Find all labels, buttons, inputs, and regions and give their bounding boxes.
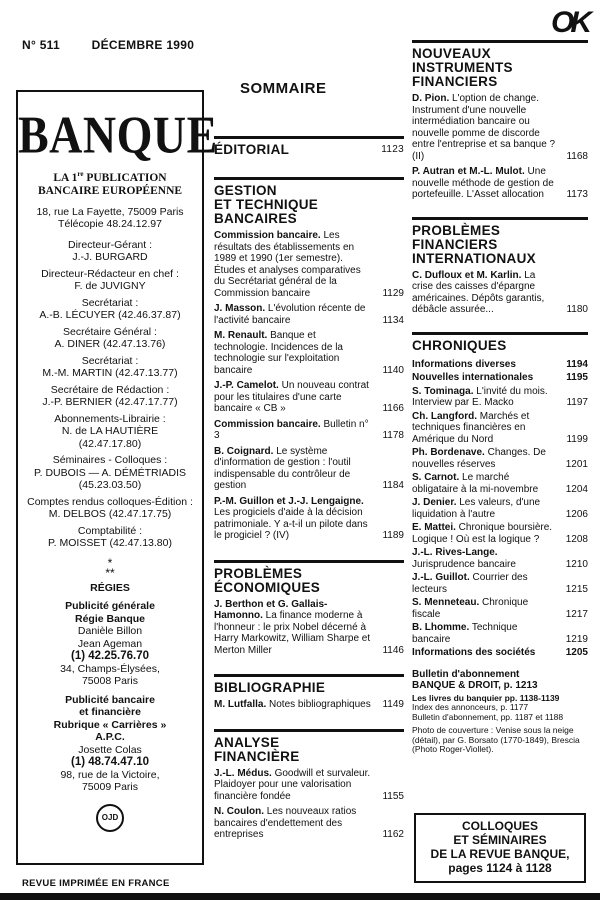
staff-phone: (45.23.03.50) [78, 479, 142, 492]
section-problemes-financiers: PROBLÈMES FINANCIERS INTERNATIONAUX [412, 217, 588, 266]
chronique-page: 1208 [565, 533, 588, 545]
chronique-title: L'invité du mois. Interview par E. Macko [412, 385, 548, 408]
entry-page: 1134 [382, 314, 404, 326]
entry-title: L'option de change. Instrument d'une nouvelle intermédiation bancaire ou nouvelle pomme de discorde entre l'entreprise et sa banque ? (II) [412, 93, 556, 162]
entry-title: La crise des caisses d'épargne américaines. Dépôts garantis, débâcle assurée... [412, 269, 545, 315]
financiers-entries [412, 270, 588, 316]
chronique-page: 1206 [565, 508, 588, 520]
regies-heading: RÉGIES [90, 581, 130, 594]
chronique-item [412, 411, 588, 446]
section-nouveaux-instruments: NOUVEAUX INSTRUMENTS FINANCIERS [412, 40, 588, 89]
chronique-author: S. Carnot. [412, 472, 460, 483]
chronique-page: 1194 [566, 358, 588, 370]
regie-contact: Danièle Billon [77, 625, 143, 638]
entry-title: Goodwill et survaleur. Plaidoyer pour une valorisation financière fondée [214, 767, 371, 802]
chronique-author: E. Mattei. [412, 522, 456, 533]
toc-entry [214, 806, 404, 841]
entry-page: 1149 [382, 699, 404, 710]
analyse-entries [214, 768, 404, 841]
regie-pub-bancaire: et financière [79, 706, 141, 719]
livres-banquier: Les livres du banquier pp. 1138-1139 [412, 692, 560, 703]
chronique-page: 1197 [566, 397, 588, 408]
chronique-page: 1217 [565, 608, 588, 620]
chronique-page: 1205 [565, 647, 588, 658]
chronique-title: Chronique fiscale [412, 597, 529, 620]
section-problemes-economiques: PROBLÈMES ÉCONOMIQUES [214, 560, 404, 595]
staff-role: Directeur-Rédacteur en chef : [41, 267, 179, 280]
bulletin-banque-droit: BANQUE & DROIT, p. 1213 [412, 680, 538, 691]
editorial-page: 1123 [381, 144, 404, 155]
regie-banque: Régie Banque [74, 612, 145, 625]
chronique-author: Ch. Langford. [412, 410, 477, 422]
chronique-page: 1204 [565, 483, 588, 495]
toc-entry [214, 699, 404, 711]
entry-author: J. Masson. [214, 303, 266, 314]
chronique-item [412, 647, 588, 659]
chronique-author: Nouvelles internationales [412, 372, 534, 383]
staff-name: A.-B. LÉCUYER (42.46.37.87) [39, 309, 181, 322]
section-gestion: GESTION ET TECHNIQUE BANCAIRES [214, 177, 404, 226]
photo-credit: Photo de couverture : Venise sous la neige (détail), par G. Borsato (1770-1849), Brescia (Photo Roger-Viollet). [412, 725, 580, 754]
chronique-item [412, 372, 588, 384]
printed-in-france: REVUE IMPRIMÉE EN FRANCE [22, 878, 170, 889]
chronique-author: J.-L. Rives-Lange. [412, 547, 498, 558]
gestion-entries [214, 230, 404, 542]
chronique-page: 1201 [565, 458, 588, 470]
entry-title: Banque et technologie. Incidences de la technologie sur l'exploitation bancaire [214, 330, 343, 376]
entry-title: Notes bibliographiques [266, 699, 371, 710]
toc-entry [214, 303, 404, 326]
bulletin-abonnement: Bulletin d'abonnement [412, 668, 520, 680]
chronique-author: B. Lhomme. [412, 622, 470, 633]
regie-address: 34, Champs-Élysées, [60, 662, 160, 675]
chronique-author: J.-L. Guillot. [412, 572, 470, 583]
issue-line [22, 38, 222, 52]
chronique-item [412, 622, 588, 645]
entry-author: Commission bancaire. [214, 418, 321, 430]
staff-role: Séminaires - Colloques : [52, 454, 168, 467]
entry-author: D. Pion. [412, 93, 450, 104]
entry-page: 1166 [382, 403, 404, 414]
chronique-title: Changes. De nouvelles réserves [412, 447, 546, 470]
colloques-box: COLLOQUES ET SÉMINAIRES DE LA REVUE BANQUE, pages 1124 à 1128 [414, 813, 586, 883]
chronique-item [412, 497, 588, 520]
staff-name: M. DELBOS (42.47.17.75) [48, 508, 172, 521]
toc-entry [214, 419, 404, 442]
issue-number: N° 511 [22, 38, 60, 52]
staff-name: M.-M. MARTIN (42.47.13.77) [42, 367, 178, 380]
entry-author: C. Dufloux et M. Karlin. [412, 269, 522, 281]
toc-entry [214, 446, 404, 492]
entry-author: J.-L. Médus. [214, 767, 272, 779]
entry-title: Les résultats des établissements en 1989 et 1990 (1er semestre). Études et analyses comparatives du Secrétariat général de la Commission bancaire [214, 230, 361, 299]
regie-pub-bancaire: Publicité bancaire [65, 693, 155, 706]
separator-stars: * ** [105, 555, 115, 580]
chronique-title: Marchés et techniques financières en Amérique du Nord [412, 410, 530, 445]
entry-author: M. Lutfalla. [214, 699, 267, 710]
masthead-box [16, 90, 218, 865]
staff-name: N. de LA HAUTIÈRE [61, 425, 159, 438]
entry-author: J. Berthon et G. Gallais-Hamonno. [214, 598, 328, 621]
entry-author: P.-M. Guillon et J.-J. Lengaigne. [214, 495, 364, 507]
entry-page: 1146 [382, 644, 404, 656]
toc-entry [214, 230, 404, 299]
chronique-title: Les valeurs, d'une liquidation à l'autre [412, 497, 541, 520]
staff-role: Secrétariat : [81, 354, 139, 367]
staff-name: F. de JUVIGNY [74, 280, 146, 293]
masthead-title: BANQUE [18, 105, 218, 164]
chronique-item [412, 447, 588, 470]
staff-role: Secrétaire de Rédaction : [50, 383, 170, 396]
index-annonceurs: Index des annonceurs, p. 1177 [412, 702, 529, 712]
entry-page: 1184 [382, 480, 404, 491]
biblio-entries [214, 699, 404, 711]
entry-page: 1140 [382, 364, 404, 376]
entry-title: La finance moderne à l'honneur : le prix Nobel décerné à Harry Markowitz, William Sharpe et Merton Miller [214, 610, 371, 656]
regie-address: 75008 Paris [81, 675, 139, 688]
entry-title: L'évolution récente de l'activité bancaire [214, 303, 366, 326]
entry-author: M. Renault. [214, 330, 268, 341]
staff-name: P. DUBOIS — A. DÉMÉTRIADIS [33, 466, 187, 479]
chronique-page: 1210 [565, 558, 588, 570]
eco-entries [214, 599, 404, 657]
right-column [412, 40, 588, 755]
chronique-author: J. Denier. [412, 497, 457, 508]
entry-author: P. Autran et M.-L. Mulot. [412, 166, 525, 177]
toc-entry [412, 166, 588, 201]
ok-logo-mark: OK [551, 6, 588, 39]
sommaire-title: SOMMAIRE [240, 80, 327, 97]
chronique-author: Informations diverses [412, 358, 516, 370]
section-bibliographie: BIBLIOGRAPHIE [214, 674, 404, 695]
chronique-title: Technique bancaire [412, 622, 518, 645]
entry-author: Commission bancaire. [214, 230, 321, 241]
chronique-author: Ph. Bordenave. [412, 447, 485, 458]
regie-address: 98, rue de la Victoire, [60, 768, 160, 781]
staff-name: P. MOISSET (42.47.13.80) [48, 537, 172, 550]
entry-title: Bulletin n° 3 [214, 418, 369, 441]
chronique-item [412, 359, 588, 371]
entry-page: 1155 [382, 790, 404, 802]
regie-rubrique: Rubrique « Carrières » [53, 718, 167, 731]
staff-name: J.-P. BERNIER (42.47.17.77) [42, 396, 178, 409]
entry-title: Les progiciels d'aide à la décision patrimoniale. Y a-t-il un pilote dans le progiciel ? (IV) [214, 507, 368, 541]
entry-page: 1168 [566, 150, 588, 162]
toc-entry [214, 380, 404, 415]
staff-name: J.-J. BURGARD [72, 251, 148, 264]
staff-role: Secrétariat : [81, 296, 139, 309]
section-analyse-financiere: ANALYSE FINANCIÈRE [214, 729, 404, 764]
chronique-author: Informations des sociétés [412, 647, 536, 658]
regie-apc: A.P.C. [95, 731, 125, 744]
chronique-item [412, 472, 588, 495]
regie-address: 75009 Paris [81, 781, 139, 794]
staff-name: A. DINER (42.47.13.76) [54, 338, 166, 351]
entry-page: 1173 [566, 189, 588, 200]
chronique-page: 1215 [565, 583, 588, 595]
chronique-title: Chronique boursière. Logique ! Où est la logique ? [412, 522, 553, 545]
chronique-title: Courrier des lecteurs [412, 572, 528, 595]
chronique-title: Jurisprudence bancaire [412, 558, 516, 570]
entry-author: N. Coulon. [214, 806, 264, 817]
entry-page: 1180 [566, 304, 588, 315]
toc-entry [214, 599, 404, 657]
chronique-author: S. Menneteau. [412, 597, 480, 608]
staff-role: Directeur-Gérant : [67, 238, 153, 251]
masthead-telecopie: Télécopie 48.24.12.97 [58, 218, 162, 231]
staff-phone: (42.47.17.80) [78, 437, 142, 450]
regie-phone: (1) 42.25.76.70 [70, 650, 149, 663]
entry-title: Les nouveaux ratios bancaires d'endettement des entreprises [214, 806, 357, 840]
staff-role: Secrétaire Général : [63, 325, 157, 338]
entry-title: Un nouveau contrat pour les titulaires d'une carte bancaire « CB » [214, 380, 369, 414]
chronique-item [412, 597, 588, 620]
chronique-author: S. Tominaga. [412, 385, 474, 397]
regie-contact: Josette Colas [78, 743, 142, 756]
regie-pub-generale: Publicité générale [65, 600, 155, 613]
section-chroniques: CHRONIQUES [412, 332, 588, 353]
ojd-seal-icon: OJD [96, 804, 124, 832]
entry-page: 1189 [382, 530, 404, 541]
staff-role: Abonnements-Librairie : [54, 412, 166, 425]
bottom-bar [0, 893, 600, 900]
staff-role: Comptes rendus colloques-Édition : [27, 495, 193, 508]
entry-author: J.-P. Camelot. [214, 380, 279, 391]
entry-page: 1178 [382, 430, 404, 441]
toc-entry [214, 330, 404, 376]
toc-entry [214, 768, 404, 803]
toc-entry [412, 270, 588, 316]
toc-entry [412, 93, 588, 162]
masthead-address: 18, rue La Fayette, 75009 Paris [36, 205, 184, 218]
entry-page: 1129 [382, 287, 404, 299]
instruments-entries [412, 93, 588, 201]
chronique-item [412, 522, 588, 545]
chronique-title: Le marché obligataire à la mi-novembre [412, 472, 539, 495]
chronique-page: 1195 [566, 372, 588, 383]
entry-page: 1162 [382, 829, 404, 840]
entry-author: B. Coignard. [214, 445, 274, 457]
bulletin-pages: Bulletin d'abonnement, pp. 1187 et 1188 [412, 711, 564, 722]
chronique-item [412, 386, 588, 409]
entry-title: Le système d'information de gestion : l'outil indispensable du contrôleur de gestion [214, 445, 351, 491]
issue-date: DÉCEMBRE 1990 [91, 38, 195, 52]
chronique-item [412, 547, 588, 570]
chronique-item [412, 572, 588, 595]
staff-role: Comptabilité : [77, 524, 143, 537]
regie-phone: (1) 48.74.47.10 [70, 756, 149, 769]
toc-entry [214, 496, 404, 542]
regie-contact: Jean Ageman [77, 637, 143, 650]
middle-column [214, 136, 404, 841]
chronique-page: 1219 [565, 633, 588, 645]
chroniques-list [412, 359, 588, 659]
section-editorial: ÉDITORIAL 1123 [214, 136, 404, 157]
entry-title: Une nouvelle méthode de gestion de portefeuille. L'Asset allocation [412, 166, 554, 200]
masthead-subtitle: LA 1re PUBLICATION BANCAIRE EUROPÉENNE [37, 170, 183, 197]
staff-list [18, 239, 202, 554]
chronique-page: 1199 [566, 433, 588, 445]
